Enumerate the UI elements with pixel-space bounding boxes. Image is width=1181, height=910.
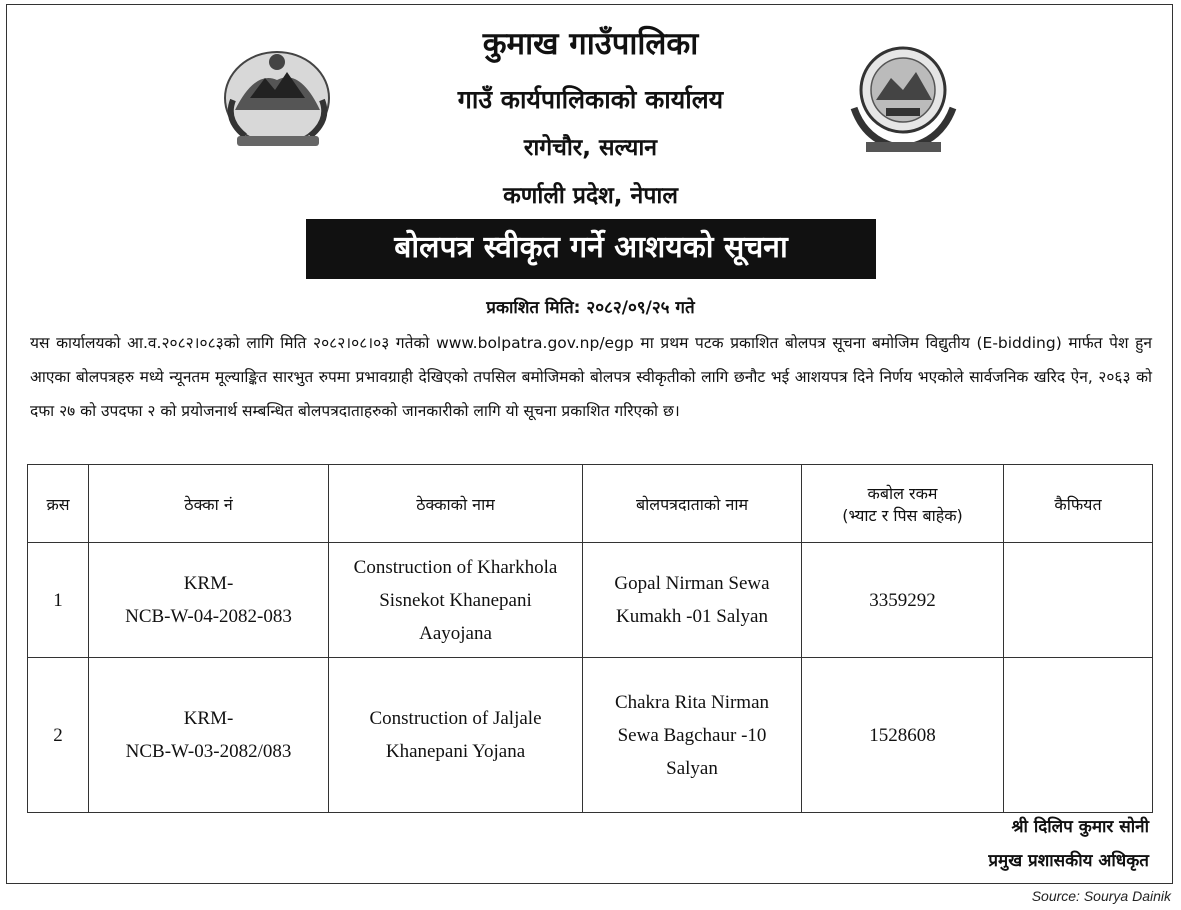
bidder-line: Gopal Nirman Sewa [614,573,770,594]
bidder-line: Sewa Bagchaur -10 [617,724,767,746]
contract-name-line: Construction of Kharkhola [353,556,558,578]
table-row [28,658,1153,813]
cell-bidder [583,543,802,658]
contract-no-line: NCB-W-04-2082-083 [125,606,292,627]
contract-no-line: KRM- [183,573,234,594]
cell-amount: 1528608 [802,658,1004,813]
contract-no-line: NCB-W-03-2082/083 [125,741,292,762]
header-remarks: कैफियत [1004,465,1153,543]
cell-bidder [583,658,802,813]
signatory-name: श्री दिलिप कुमार सोनी [1011,817,1149,837]
cell-sn: 1 [28,543,89,658]
cell-contract-no [89,658,329,813]
signatory-title: प्रमुख प्रशासकीय अधिकृत [988,851,1149,871]
header-bidder: बोलपत्रदाताको नाम [583,465,802,543]
contract-name-line: Khanepani Yojana [385,741,526,762]
province-country: कर्णाली प्रदेश, नेपाल [503,183,678,209]
contract-name-line: Sisnekot Khanepani [379,589,532,611]
contract-name-line: Construction of Jaljale [369,708,542,729]
table-row [28,543,1153,658]
bidder-line: Salyan [666,757,718,779]
contract-name-line: Aayojana [419,622,492,644]
header-sn: क्रस [28,465,89,543]
office-address: रागेचौर, सल्यान [523,135,658,161]
header-contract-name: ठेक्काको नाम [329,465,583,543]
header-amount-line2: (भ्याट र पिस बाहेक) [842,505,963,525]
table-header-row [28,465,1153,543]
header-amount-line1: कबोल रकम [867,483,938,503]
header-contract-no: ठेक्का नं [89,465,329,543]
header-amount [802,465,1004,543]
notice-title-banner: बोलपत्र स्वीकृत गर्ने आशयको सूचना [306,219,876,279]
bidder-line: Chakra Rita Nirman [614,691,770,713]
award-table [27,464,1153,813]
cell-remarks [1004,543,1153,658]
cell-contract-no [89,543,329,658]
cell-sn: 2 [28,658,89,813]
notice-body: यस कार्यालयको आ.व.२०८२।०८३को लागि मिति २०८२।०८।०३ गतेको www.bolpatra.gov.np/egp मा प्रथम पटक प्रकाशित बोलपत्र सूचना बमोजिम विद्युतीय (E-bidding) मार्फत पेश हुन आएका बोलपत्रहरु मध्ये न्यूनतम मूल्याङ्कित सारभुत रुपमा प्रभावग्राही देखिएको तपसिल बमोजिमको बोलपत्र स्वीकृतीको लागि छनौट भई आशयपत्र दिने निर्णय भएकोले सार्वजनिक खरिद ऐन, २०६३ को दफा २७ को उपदफा २ को प्रयोजनार्थ सम्बन्धित बोलपत्रदाताहरुको जानकारीको लागि यो सूचना प्रकाशित गरिएको छ। [30,334,1152,420]
cell-contract-name [329,658,583,813]
bidder-line: Kumakh -01 Salyan [616,606,768,627]
cell-contract-name [329,543,583,658]
published-date: प्रकाशित मिति: २०८२/०९/२५ गते [486,298,695,318]
cell-remarks [1004,658,1153,813]
source-credit: Source: Sourya Dainik [1031,888,1171,904]
contract-no-line: KRM- [183,708,234,729]
cell-amount: 3359292 [802,543,1004,658]
office-name: गाउँ कार्यपालिकाको कार्यालय [457,85,724,114]
municipality-name: कुमाख गाउँपालिका [482,26,699,62]
